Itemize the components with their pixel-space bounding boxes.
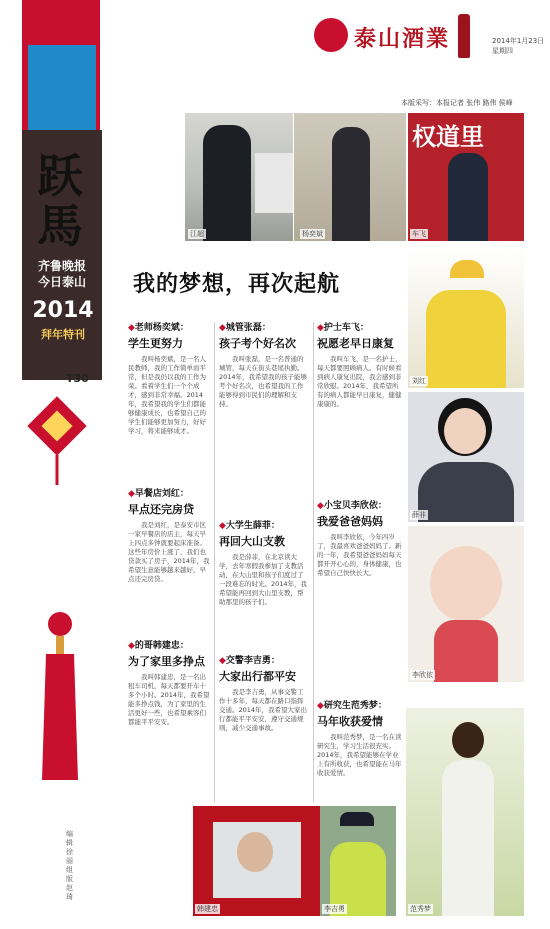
- story-tag-text: 的哥韩建忠：: [134, 641, 189, 651]
- story-bullet: ◆: [317, 323, 324, 333]
- taishan-logo-icon: [314, 18, 348, 52]
- story-title: 孩子考个好名次: [219, 337, 296, 350]
- story-graduate: [317, 700, 403, 778]
- story-body: 我叫李欣依，今年四岁了，我最喜欢爸爸妈妈了。新的一年，我希望爸爸妈妈每天都开开心心的，身体健康，也希望自己快快长大。: [317, 533, 402, 577]
- photo-traffic-police: [320, 806, 396, 916]
- story-bullet: ◆: [219, 656, 226, 666]
- story-tag: [219, 655, 309, 667]
- story-title: 马年收获爱情: [317, 715, 383, 728]
- story-tag: [128, 640, 210, 652]
- story-tag-text: 老师杨奕斌：: [134, 323, 189, 333]
- student-face: [444, 408, 486, 454]
- baby-body: [434, 620, 498, 682]
- story-title: 祝愿老早日康复: [317, 337, 394, 350]
- story-tag-text: 研究生范秀梦：: [323, 701, 387, 711]
- story-title: 大家出行都平安: [219, 670, 296, 683]
- story-tag-text: 早餐店刘红：: [134, 489, 189, 499]
- issue-date: [492, 36, 544, 56]
- story-body: 我是薛菲，在北京读大学，去年寒假我参加了支教活动，在大山里和孩子们度过了一段难忘的时光。2014年，我希望能再回到大山里支教，帮助那里的孩子们。: [219, 553, 308, 606]
- main-headline: 我的梦想，再次起航: [133, 272, 341, 297]
- issue-date-text: 2014年1月23日: [492, 37, 545, 45]
- page-tag: T30: [66, 372, 89, 385]
- baby-face: [430, 546, 502, 622]
- helmet: [450, 260, 484, 278]
- driver-face: [237, 832, 273, 872]
- police-car: [255, 153, 293, 213]
- photo-caption: 杨奕斌: [302, 230, 323, 238]
- graduate-dress: [442, 760, 494, 916]
- story-tag: [219, 520, 309, 532]
- story-traffic: [219, 655, 309, 733]
- story-tag-text: 城管张磊：: [225, 323, 271, 333]
- story-tag-text: 小宝贝李欣依：: [323, 501, 387, 511]
- chinese-knot-icon: [22, 395, 92, 485]
- story-urban: [219, 322, 309, 409]
- police-cap: [340, 812, 374, 826]
- column-divider: [214, 322, 215, 802]
- tassel-icon: [38, 610, 82, 780]
- story-tag: [317, 700, 403, 712]
- story-bullet: ◆: [317, 701, 324, 711]
- paper-name: [24, 258, 100, 290]
- paper-name-main: 齐鲁晚报: [37, 259, 86, 273]
- story-bullet: ◆: [219, 323, 226, 333]
- story-title: 再回大山支教: [219, 535, 285, 548]
- photo-breakfast: [408, 246, 524, 388]
- story-tag: [317, 322, 403, 334]
- story-body: 我叫杨奕斌，是一名人民教师，我的工作简单而平常，但是我仍以我的工作为荣。看着学生们一个个成才，感到非常幸福。2014年，我希望我的学生们都能够健康成长，也希望自己的学生们能够更加努力，好好学习，将来能够成才。: [128, 355, 206, 435]
- story-bullet: ◆: [219, 521, 226, 531]
- story-bullet: ◆: [128, 323, 135, 333]
- student-body: [418, 462, 514, 522]
- photo-caption: 韩建忠: [197, 905, 218, 913]
- story-tag: [128, 488, 210, 500]
- police-figure: [203, 125, 251, 241]
- story-nurse: [317, 322, 403, 409]
- banner-year: 2014: [32, 298, 94, 323]
- photo-student: [408, 392, 524, 522]
- photo-graduate: [406, 708, 524, 916]
- story-title: 学生更努力: [128, 337, 183, 350]
- teacher-figure: [332, 127, 370, 241]
- photo-nurse-banner: [408, 113, 524, 241]
- story-bullet: ◆: [317, 501, 324, 511]
- photo-caption: 江超: [190, 230, 204, 238]
- photo-caption: 李吉勇: [324, 905, 345, 913]
- photo-caption: 李欣依: [412, 671, 433, 679]
- story-tag-text: 护士车飞：: [323, 323, 369, 333]
- column-divider: [313, 322, 314, 802]
- story-bullet: ◆: [128, 641, 135, 651]
- photo-baby: [408, 526, 524, 682]
- page-header: [300, 14, 550, 64]
- story-taxi: [128, 640, 210, 727]
- issue-weekday: 星期四: [492, 47, 513, 55]
- worker-figure: [426, 290, 506, 388]
- story-title: 为了家里多挣点: [128, 655, 205, 668]
- photo-police: [185, 113, 293, 241]
- left-banner: [0, 0, 115, 929]
- story-tag-text: 交警李吉勇：: [225, 656, 280, 666]
- story-body: 我是李吉勇，从事交警工作十多年，每天都在路口指挥交通。2014年，我希望大家出行都能平平安安，遵守交通规则，减少交通事故。: [219, 688, 308, 732]
- graduate-hair: [452, 722, 484, 758]
- photo-taxi: [193, 806, 321, 916]
- story-body: 我叫张磊，是一名普通的城管，每天在街头巷尾执勤。2014年，我希望我的孩子能够考个好名次，也希望我的工作能够得到市民们的理解和支持。: [219, 355, 308, 408]
- liquor-bottle-icon: [458, 14, 470, 58]
- story-body: 我叫韩建忠，是一名出租车司机，每天都要开车十多个小时。2014年，我希望能多挣点钱，为了家里的生活更好一些，也希望乘客们都能平平安安。: [128, 673, 210, 726]
- story-bullet: ◆: [128, 489, 135, 499]
- photo-caption: 范秀梦: [410, 905, 431, 913]
- photo-teacher: [294, 113, 406, 241]
- photo-caption: 刘红: [412, 377, 426, 385]
- story-title: 我爱爸爸妈妈: [317, 515, 383, 528]
- story-body: 我叫范秀梦，是一名在读研究生，学习生活很充实。2014年，我希望能够在学业上有所收获，也希望能在马年收获爱情。: [317, 733, 402, 777]
- reporters-line: 本版采写：本报记者 张伟 路伟 侯峰: [401, 99, 513, 107]
- story-college: [219, 520, 309, 607]
- brand-name: 泰山酒業: [354, 26, 451, 52]
- story-body: 我是刘红，是泰安市区一家早餐店的店主，每天早上四点多钟就要起床准备。这些年房价上涨了，我们也贷款买了房子，2014年，我希望生意能够越来越好，早点还完房贷。: [128, 521, 210, 583]
- nurse-figure: [448, 153, 488, 241]
- story-teacher: [128, 322, 210, 436]
- banner-char-2: 馬: [37, 199, 83, 253]
- story-title: 早点还完房贷: [128, 503, 194, 516]
- story-tag: [219, 322, 309, 334]
- story-tag: [317, 500, 403, 512]
- photo-caption: 车飞: [412, 230, 426, 238]
- story-tag: [128, 322, 210, 334]
- banner-char-1: 跃: [37, 149, 83, 203]
- story-breakfast: [128, 488, 210, 584]
- story-body: 我叫车飞，是一名护士，每天都要照顾病人。有时候看到病人康复出院，我会感到非常欣慰。2014年，我希望所有的病人都能早日康复，健健康康的。: [317, 355, 402, 408]
- editors-credit: 编辑 徐 丽 组版 赵 琦: [66, 830, 73, 901]
- banner-sign-text: 权道里: [412, 123, 484, 151]
- banner-special: 拜年特刊: [41, 328, 85, 341]
- paper-name-sub: 今日泰山: [37, 275, 86, 289]
- story-tag-text: 大学生薛菲：: [225, 521, 280, 531]
- photo-caption: 薛非: [412, 511, 426, 519]
- story-baby: [317, 500, 403, 578]
